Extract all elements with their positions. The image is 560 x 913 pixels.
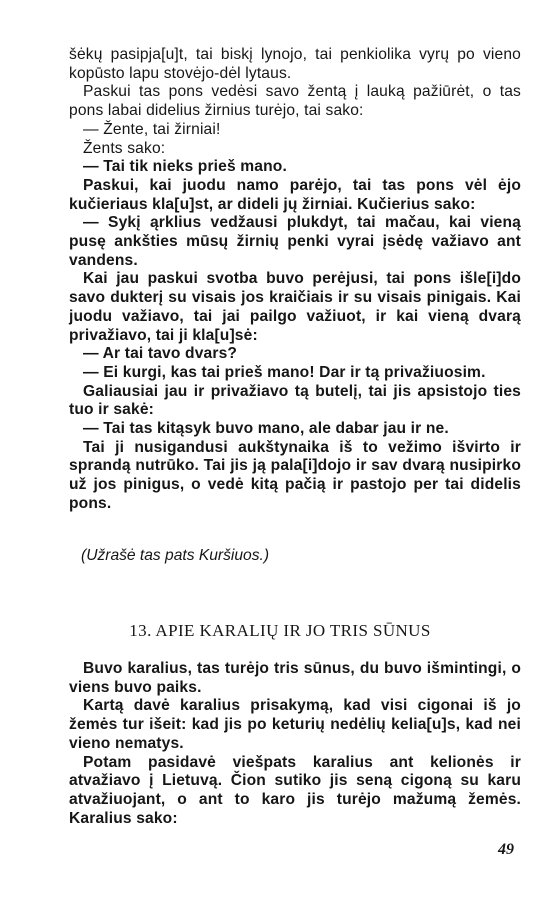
paragraph: Kai jau paskui svotba buvo perėjusi, tai pons išle[i]do savo dukterį su visais jos kraičiais ir su visais pinigais. Kai juodu važiavo, tai jai pailgo važiuot, ir kai vieną dvarą privažiavo, tai ji kla[u]sė: <box>69 270 521 344</box>
paragraph: Galiausiai jau ir privažiavo tą butelį, tai jis apsistojo ties tuo ir sakė: <box>69 382 521 419</box>
dialogue-line: — Žente, tai žirniai! <box>83 120 221 138</box>
story-title: 13. APIE KARALIŲ IR JO TRIS SŪNUS <box>129 621 431 640</box>
story-one-text <box>69 46 521 514</box>
page-number: 49 <box>498 841 514 858</box>
paragraph: Tai ji nusigandusi aukštynaika iš to vežimo išvirto ir sprandą nutrūko. Tai jis ją pala[i]dojo ir sav dvarą nusipirko už jos pinigus, o vedė kitą pačią ir pastojo per tai didelis pons. <box>69 438 521 512</box>
paragraph: šėkų pasipja[u]t, tai biskį lynojo, tai penkiolika vyrų po vieno kopūsto lapu stovėjo-dėl lytaus. <box>69 46 521 82</box>
paragraph: Paskui, kai juodu namo parėjo, tai tas pons vėl ėjo kučieriaus kla[u]st, ar dideli jų žirniai. Kučierius sako: <box>69 176 521 213</box>
paragraph: Paskui tas pons vedėsi savo žentą į lauką pažiūrėt, o tas pons labai didelius žirnius turėjo, tai sako: <box>69 83 521 120</box>
dialogue-line: — Tai tik nieks prieš mano. <box>83 158 287 176</box>
paragraph: Buvo karalius, tas turėjo tris sūnus, du buvo išmintingi, o viens buvo paiks. <box>69 660 521 696</box>
paragraph: Žents sako: <box>83 139 166 157</box>
story-two-text <box>69 660 521 828</box>
paragraph: Kartą davė karalius prisakymą, kad visi cigonai iš jo žemės tur išeit: kad jis po keturių nedėlių kelia[u]s, kad nei vieno nematys. <box>69 697 521 752</box>
dialogue-line: — Sykį ąrklius vedžausi plukdyt, tai mačau, kai vieną pusę ankšties mūsų žirnių penki vyrai įsėdę važiavo ant vandens. <box>69 214 521 269</box>
dialogue-line: — Ei kurgi, kas tai prieš mano! Dar ir tą privažiuosim. <box>83 363 486 381</box>
paragraph: Potam pasidavė viešpats karalius ant kelionės ir atvažiavo į Lietuvą. Čion sutiko jis seną cigoną su karu atvažiuojant, o ant to karo jis turėjo mažumą žemės. Karalius sako: <box>69 753 521 827</box>
recorder-note: (Užrašė tas pats Kuršiuos.) <box>81 547 270 564</box>
dialogue-line: — Ar tai tavo dvars? <box>83 345 238 363</box>
dialogue-line: — Tai tas kitąsyk buvo mano, ale dabar jau ir ne. <box>83 420 449 438</box>
